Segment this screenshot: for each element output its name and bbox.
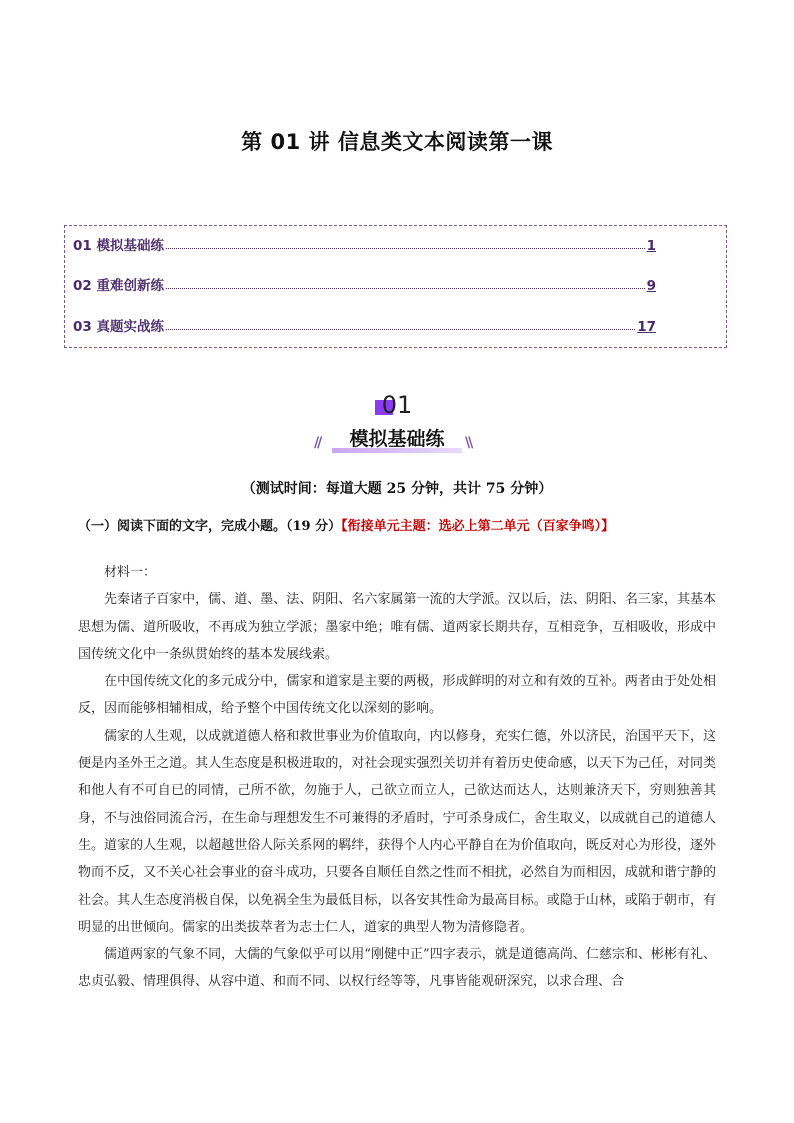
page-title: 第 01 讲 信息类文本阅读第一课 bbox=[241, 130, 553, 154]
section-slash-left-icon: // bbox=[314, 435, 321, 451]
reading-material bbox=[78, 559, 716, 996]
toc-item-3[interactable] bbox=[73, 313, 656, 335]
toc-item-page[interactable]: 9 bbox=[646, 278, 656, 294]
paragraph: 先秦诸子百家中，儒、道、墨、法、阴阳、名六家属第一流的大学派。汉以后，法、阴阳、名三家，其基本思想为儒、道所吸收，不再成为独立学派；墨家中绝；唯有儒、道两家长期共存，互相竞争，互相吸收，形成中国传统文化中一条纵贯始终的基本发展线索。 bbox=[78, 592, 716, 662]
section-number: 01 bbox=[381, 391, 413, 419]
material-heading: 材料一： bbox=[104, 565, 157, 580]
toc-item-page[interactable]: 1 bbox=[646, 238, 656, 254]
question-text: （一）阅读下面的文字，完成小题。（19 分） bbox=[78, 519, 342, 534]
toc-item-page[interactable]: 17 bbox=[637, 319, 656, 335]
unit-theme-tag: 【衔接单元主题：选必上第二单元（百家争鸣）】 bbox=[341, 519, 615, 534]
table-of-contents bbox=[64, 225, 727, 348]
question-instruction bbox=[78, 515, 758, 534]
toc-item-1[interactable] bbox=[73, 232, 656, 254]
toc-dot-leader bbox=[166, 287, 645, 289]
paragraph: 儒道两家的气象不同，大儒的气象似乎可以用“刚健中正”四字表示，就是道德高尚、仁慈宗和、彬彬有礼、忠贞弘毅、情理俱得、从容中道、和而不同、以权行经等等，凡事皆能观研深究，以求合理、合 bbox=[78, 947, 716, 990]
section-title: 模拟基础练 bbox=[349, 428, 445, 450]
toc-item-label: 01 模拟基础练 bbox=[73, 238, 164, 254]
section-slash-right-icon: \\ bbox=[465, 435, 472, 451]
toc-item-2[interactable] bbox=[73, 272, 656, 294]
toc-item-label: 02 重难创新练 bbox=[73, 278, 164, 294]
test-time-note: （测试时间：每道大题 25 分钟，共计 75 分钟） bbox=[241, 481, 553, 497]
paragraph: 儒家的人生观，以成就道德人格和救世事业为价值取向，内以修身，充实仁德，外以济民，治国平天下，这便是内圣外王之道。其人生态度是积极进取的，对社会现实强烈关切并有着历史使命感，以天下为己任，对同类和他人有不可自已的同情，己所不欲，勿施于人，己欲立而立人，己欲达而达人，达则兼济天下，穷则独善其身，不与浊俗同流合污，在生命与理想发生不可兼得的矛盾时，宁可杀身成仁，舍生取义，以成就自己的道德人生。道家的人生观，以超越世俗人际关系网的羁绊，获得个人内心平静自在为价值取向，既反对心为形役，逐外物而不反，又不关心社会事业的奋斗成功，只要各自顺任自然之性而不相扰，必然自为而相因，成就和谐宁静的社会。其人生态度消极自保，以免祸全生为最低目标，以各安其性命为最高目标。或隐于山林，或陷于朝市，有明显的出世倾向。儒家的出类拔萃者为志士仁人，道家的典型人物为清修隐者。 bbox=[78, 728, 716, 935]
paragraph: 在中国传统文化的多元成分中，儒家和道家是主要的两极，形成鲜明的对立和有效的互补。两者由于处处相反，因而能够相辅相成，给予整个中国传统文化以深刻的影响。 bbox=[78, 674, 716, 717]
toc-item-label: 03 真题实战练 bbox=[73, 319, 164, 335]
toc-dot-leader bbox=[166, 328, 635, 330]
toc-dot-leader bbox=[166, 247, 645, 249]
